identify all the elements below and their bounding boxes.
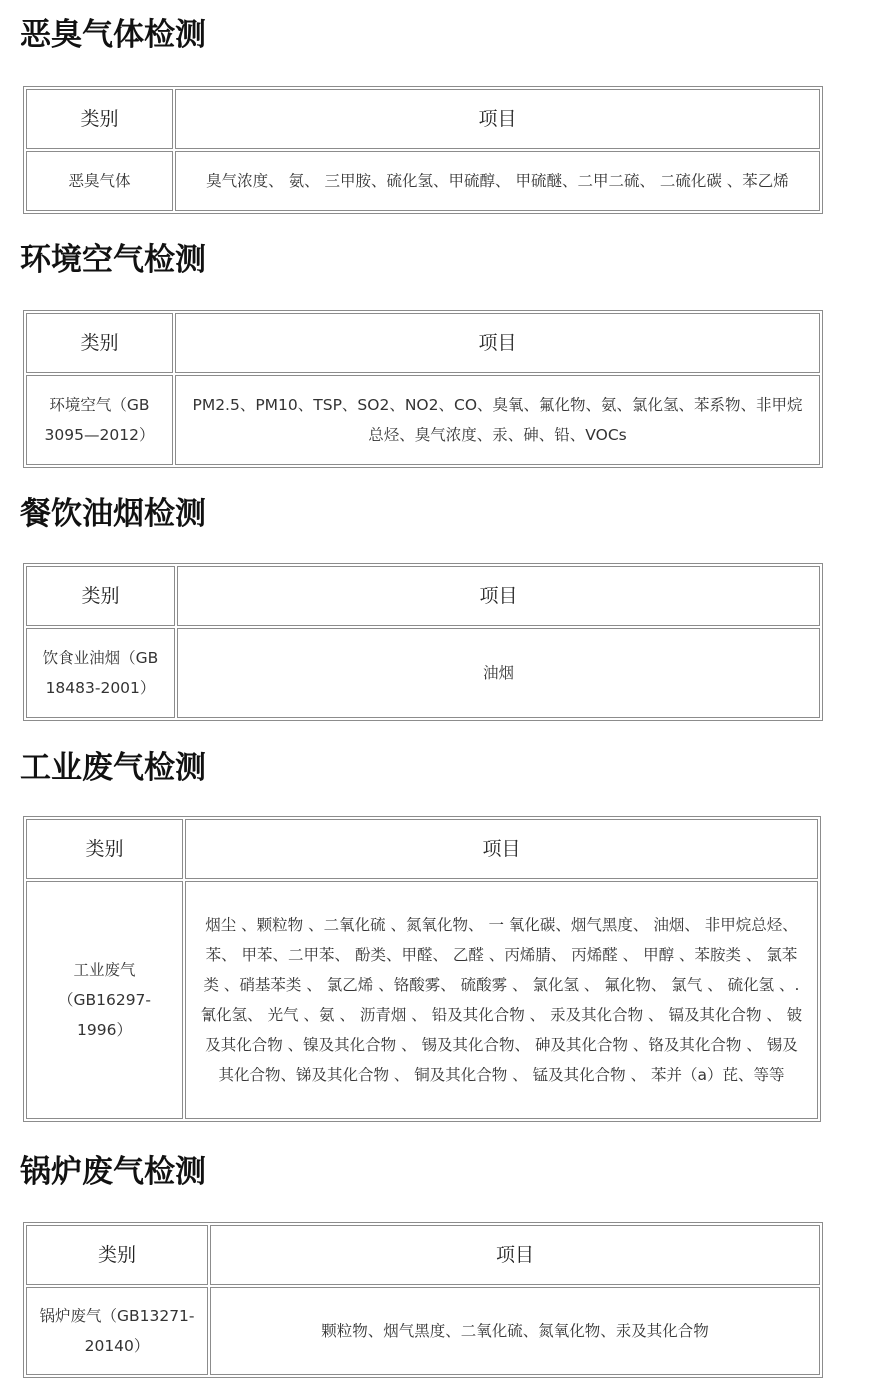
- header-items: 项目: [210, 1225, 820, 1285]
- table-header-row: [26, 89, 820, 149]
- section-title-ambient-air: 环境空气检测: [20, 242, 206, 278]
- row-items: 烟尘 、颗粒物 、二氧化硫 、氮氧化物、 一 氧化碳、烟气黑度、 油烟、 非甲烷总烃、 苯、 甲苯、二甲苯、 酚类、甲醛、 乙醛 、丙烯腈、 丙烯醛 、 甲醇 、苯胺类 、 氯苯类 、硝基苯类 、 氯乙烯 、铬酸雾、 硫酸雾 、 氯化氢 、 氟化物、 氯气 、 硫化氢 、. 氰化氢、 光气 、氨 、 沥青烟 、 铅及其化合物 、 汞及其化合物 、 镉及其化合物 、 铍及其化合物 、镍及其化合物 、 锡及其化合物、 砷及其化合物 、铬及其化合物 、 锡及其化合物、锑及其化合物 、 铜及其化合物 、 锰及其化合物 、 苯并（a）芘、等等: [185, 881, 818, 1119]
- table-row: [26, 1287, 820, 1375]
- table-boiler-gas: [23, 1222, 823, 1378]
- table-header-row: [26, 819, 818, 879]
- header-items: 项目: [175, 313, 820, 373]
- table-ambient-air: [23, 310, 823, 468]
- header-category: 类别: [26, 566, 175, 626]
- header-category: 类别: [26, 89, 173, 149]
- table-header-row: [26, 313, 820, 373]
- row-category: 工业废气（GB16297-1996）: [26, 881, 183, 1119]
- header-items: 项目: [177, 566, 820, 626]
- header-category: 类别: [26, 819, 183, 879]
- row-items: 油烟: [177, 628, 820, 718]
- table-odor: [23, 86, 823, 214]
- table-industrial-gas: [23, 816, 821, 1122]
- row-items: 臭气浓度、 氨、 三甲胺、硫化氢、甲硫醇、 甲硫醚、二甲二硫、 二硫化碳 、苯乙烯: [175, 151, 820, 211]
- row-items: 颗粒物、烟气黑度、二氧化硫、氮氧化物、汞及其化合物: [210, 1287, 820, 1375]
- section-title-odor: 恶臭气体检测: [20, 17, 206, 53]
- table-row: [26, 628, 820, 718]
- section-title-industrial-gas: 工业废气检测: [20, 750, 206, 786]
- section-title-boiler-gas: 锅炉废气检测: [20, 1154, 206, 1190]
- table-header-row: [26, 1225, 820, 1285]
- table-row: [26, 881, 818, 1119]
- row-items: PM2.5、PM10、TSP、SO2、NO2、CO、臭氧、氟化物、氨、氯化氢、苯系物、非甲烷总烃、臭气浓度、汞、砷、铅、VOCs: [175, 375, 820, 465]
- row-category: 环境空气（GB 3095—2012）: [26, 375, 173, 465]
- header-category: 类别: [26, 1225, 208, 1285]
- table-header-row: [26, 566, 820, 626]
- table-row: [26, 375, 820, 465]
- section-title-cooking-fume: 餐饮油烟检测: [20, 496, 206, 532]
- table-cooking-fume: [23, 563, 823, 721]
- header-items: 项目: [175, 89, 820, 149]
- row-category: 饮食业油烟（GB 18483-2001）: [26, 628, 175, 718]
- row-category: 恶臭气体: [26, 151, 173, 211]
- header-items: 项目: [185, 819, 818, 879]
- row-category: 锅炉废气（GB13271-20140）: [26, 1287, 208, 1375]
- header-category: 类别: [26, 313, 173, 373]
- table-row: [26, 151, 820, 211]
